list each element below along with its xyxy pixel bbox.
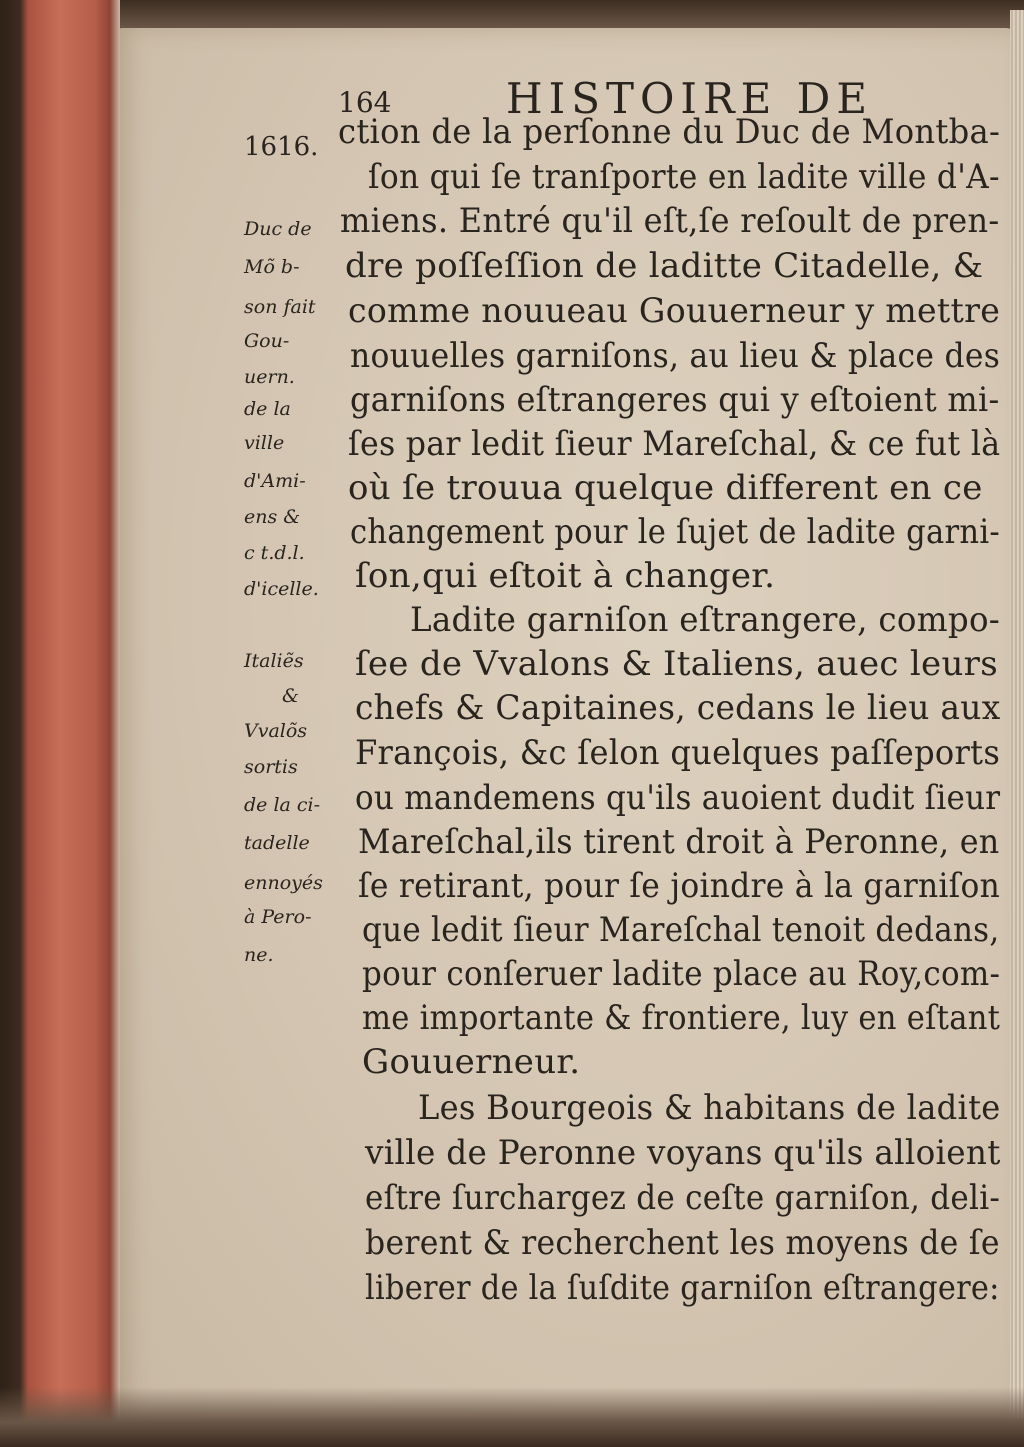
year-marginal: 1616.: [244, 132, 319, 162]
text-line: miens. Entré qu'il eſt,ſe reſoult de pren-: [340, 201, 1000, 241]
text-line: berent & recherchent les moyens de ſe: [365, 1223, 1000, 1263]
text-line: me importante & frontiere, luy en eſtant: [362, 998, 1001, 1038]
text-line: changement pour le ſujet de ladite garni-: [350, 512, 1001, 552]
margin-note: c t.d.l.: [244, 542, 305, 564]
text-line: ſon qui ſe tranſporte en ladite ville d'A-: [368, 157, 1000, 197]
text-line: Les Bourgeois & habitans de ladite: [418, 1088, 1001, 1128]
margin-note: ens &: [244, 506, 301, 528]
text-line: pour conſeruer ladite place au Roy,com-: [362, 954, 1001, 994]
text-line: Gouuerneur.: [362, 1042, 581, 1082]
margin-note: Gou-: [244, 330, 290, 352]
text-line: que ledit ſieur Mareſchal tenoit dedans,: [362, 910, 1000, 950]
text-line: nouuelles garniſons, au lieu & place des: [350, 336, 1001, 376]
text-line: dre poſſeſſion de laditte Citadelle, &: [345, 246, 984, 286]
text-line: ſee de Vvalons & Italiens, auec leurs: [355, 644, 998, 684]
margin-note: de la: [244, 398, 291, 420]
margin-note: son fait: [244, 296, 316, 318]
margin-note: Vvalõs: [244, 720, 308, 742]
margin-note: d'icelle.: [244, 578, 319, 600]
margin-note: Mõ b-: [244, 256, 300, 278]
text-line: ville de Peronne voyans qu'ils alloient: [365, 1133, 1001, 1173]
margin-note: uern.: [244, 366, 295, 388]
margin-note: sortis: [244, 756, 298, 778]
margin-note: d'Ami-: [244, 470, 306, 492]
margin-note: à Pero-: [244, 906, 312, 928]
text-line: ſon,qui eſtoit à changer.: [355, 556, 776, 596]
text-line: chefs & Capitaines, cedans le lieu aux: [355, 688, 1001, 728]
text-line: ou mandemens qu'ils auoient dudit ſieur: [355, 778, 1001, 818]
margin-note: Duc de: [244, 218, 312, 240]
margin-note: ennoyés: [244, 872, 323, 894]
margin-note: ne.: [244, 944, 274, 966]
margin-note: &: [282, 685, 299, 707]
text-line: ſes par ledit ſieur Mareſchal, & ce fut là: [348, 424, 1001, 464]
text-line: ction de la perſonne du Duc de Montba-: [338, 112, 1001, 152]
text-line: François, &c ſelon quelques paſſeports: [355, 733, 1001, 773]
margin-note: Italiẽs: [244, 650, 304, 672]
margin-note: tadelle: [244, 832, 310, 854]
text-line: Ladite garniſon eſtrangere, compo-: [410, 600, 1001, 640]
text-line: ſe retirant, pour ſe joindre à la garniſon: [358, 866, 1001, 906]
text-line: eſtre ſurchargez de ceſte garniſon, deli-: [365, 1178, 1001, 1218]
page-number: 164: [338, 86, 392, 119]
margin-note: de la ci-: [244, 794, 321, 816]
text-line: comme nouueau Gouuerneur y mettre: [348, 291, 1001, 331]
text-line: garniſons eſtrangeres qui y eſtoient mi-: [350, 380, 1000, 420]
running-title: HISTOIRE DE: [506, 74, 873, 123]
text-line: Mareſchal,ils tirent droit à Peronne, en: [358, 822, 1000, 862]
text-line: liberer de la ſuſdite garniſon eſtrangere:: [365, 1268, 1000, 1308]
text-line: où ſe trouua quelque different en ce: [348, 468, 983, 508]
margin-note: ville: [244, 432, 285, 454]
